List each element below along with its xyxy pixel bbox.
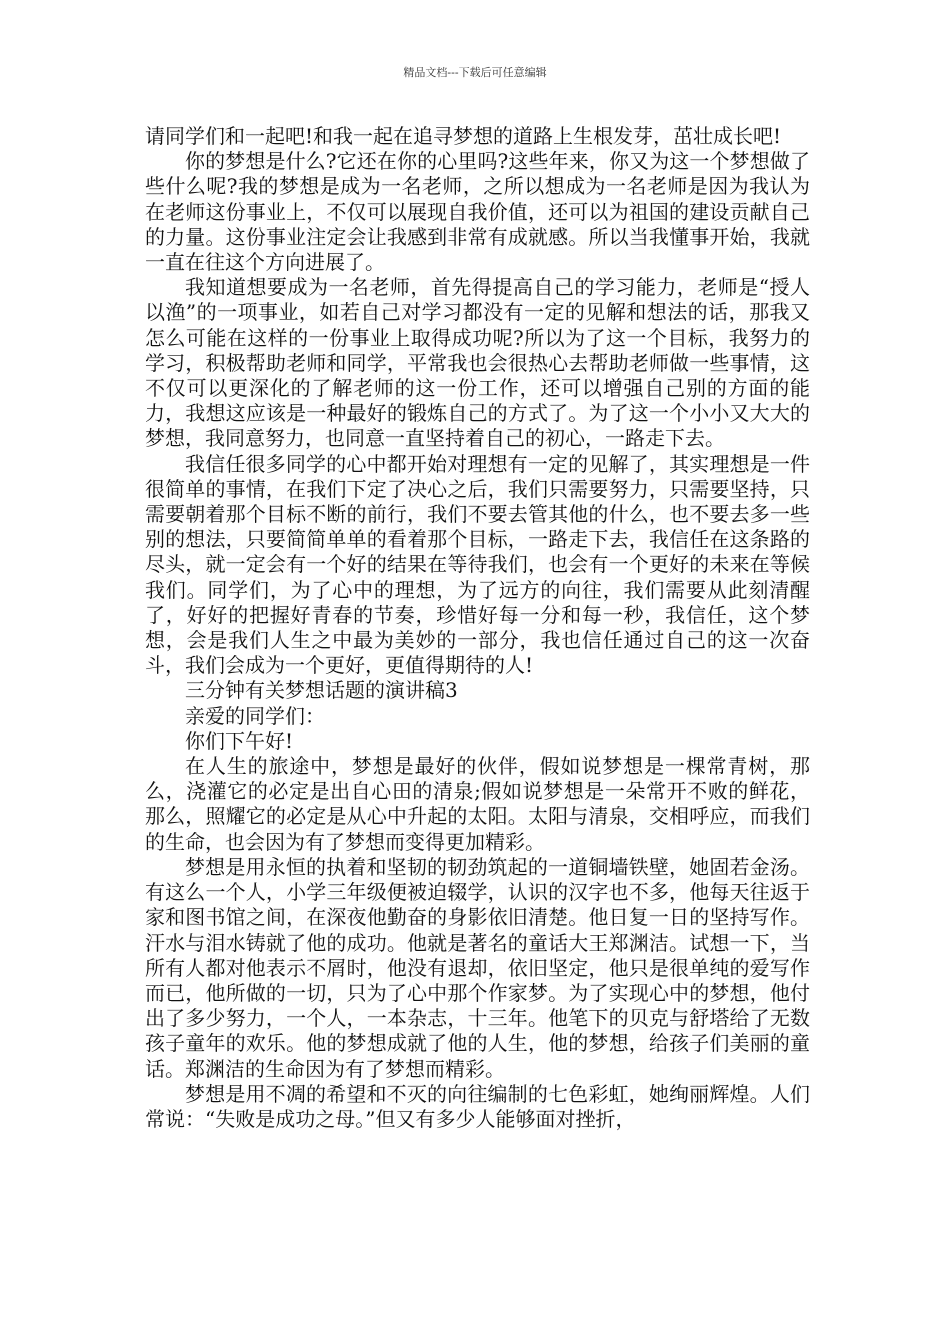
- salutation: 亲爱的同学们：: [185, 703, 325, 728]
- paragraph-7: 梦想是用不凋的希望和不灭的向往编制的七色彩虹，她绚丽辉煌。人们常说：“失败是成功之母。”但又有多少人能够面对挫折，: [145, 1081, 810, 1131]
- page-header: 精品文档---下载后可任意编辑: [403, 66, 547, 79]
- section-heading: 三分钟有关梦想话题的演讲稿3: [185, 678, 458, 703]
- paragraph-2: 你的梦想是什么?它还在你的心里吗?这些年来，你又为这一个梦想做了些什么呢?我的梦想是成为一名老师，之所以想成为一名老师是因为我认为在老师这份事业上，不仅可以展现自我价值，还可以为祖国的建设贡献自己的力量。这份事业注定会让我感到非常有成就感。所以当我懂事开始，我就一直在往这个方向进展了。: [145, 149, 810, 275]
- document-body: [145, 124, 810, 1132]
- paragraph-3: 我知道想要成为一名老师，首先得提高自己的学习能力，老师是“授人以渔”的一项事业，如若自己对学习都没有一定的见解和想法的话，那我又怎么可能在这样的一份事业上取得成功呢?所以为了这一个目标，我努力的学习，积极帮助老师和同学，平常我也会很热心去帮助老师做一些事情，这不仅可以更深化的了解老师的这一份工作，还可以增强自己别的方面的能力，我想这应该是一种最好的锻炼自己的方式了。为了这一个小小又大大的梦想，我同意努力，也同意一直坚持着自己的初心，一路走下去。: [145, 275, 810, 451]
- paragraph-6: 梦想是用永恒的执着和坚韧的韧劲筑起的一道铜墙铁壁，她固若金汤。有这么一个人，小学三年级便被迫辍学，认识的汉字也不多，他每天往返于家和图书馆之间，在深夜他勤奋的身影依旧清楚。他日复一日的坚持写作。汗水与泪水铸就了他的成功。他就是著名的童话大王郑渊洁。试想一下，当所有人都对他表示不屑时，他没有退却，依旧坚定，他只是很单纯的爱写作而已，他所做的一切，只为了心中那个作家梦。为了实现心中的梦想，他付出了多少努力，一个人，一本杂志，十三年。他笔下的贝克与舒塔给了无数孩子童年的欢乐。他的梦想成就了他的人生，他的梦想，给孩子们美丽的童话。郑渊洁的生命因为有了梦想而精彩。: [145, 854, 810, 1081]
- paragraph-5: 在人生的旅途中，梦想是最好的伙伴，假如说梦想是一棵常青树，那么，浇灌它的必定是出自心田的清泉;假如说梦想是一朵常开不败的鲜花，那么，照耀它的必定是从心中升起的太阳。太阳与清泉，交相呼应，而我们的生命，也会因为有了梦想而变得更加精彩。: [145, 754, 810, 854]
- paragraph-1: 请同学们和一起吧!和我一起在追寻梦想的道路上生根发芽，茁壮成长吧!: [145, 124, 782, 148]
- paragraph-4: 我信任很多同学的心中都开始对理想有一定的见解了，其实理想是一件很简单的事情，在我们下定了决心之后，我们只需要努力，只需要坚持，只需要朝着那个目标不断的前行，我们不要去管其他的什么，也不要去多一些别的想法，只要简简单单的看着那个目标，一路走下去，我信任在这条路的尽头，就一定会有一个好的结果在等待我们，也会有一个更好的未来在等候我们。同学们，为了心中的理想，为了远方的向往，我们需要从此刻清醒了，好好的把握好青春的节奏，珍惜好每一分和每一秒，我信任，这个梦想，会是我们人生之中最为美妙的一部分，我也信任通过自己的这一次奋斗，我们会成为一个更好，更值得期待的人!: [145, 451, 810, 678]
- greeting: 你们下午好!: [185, 728, 294, 753]
